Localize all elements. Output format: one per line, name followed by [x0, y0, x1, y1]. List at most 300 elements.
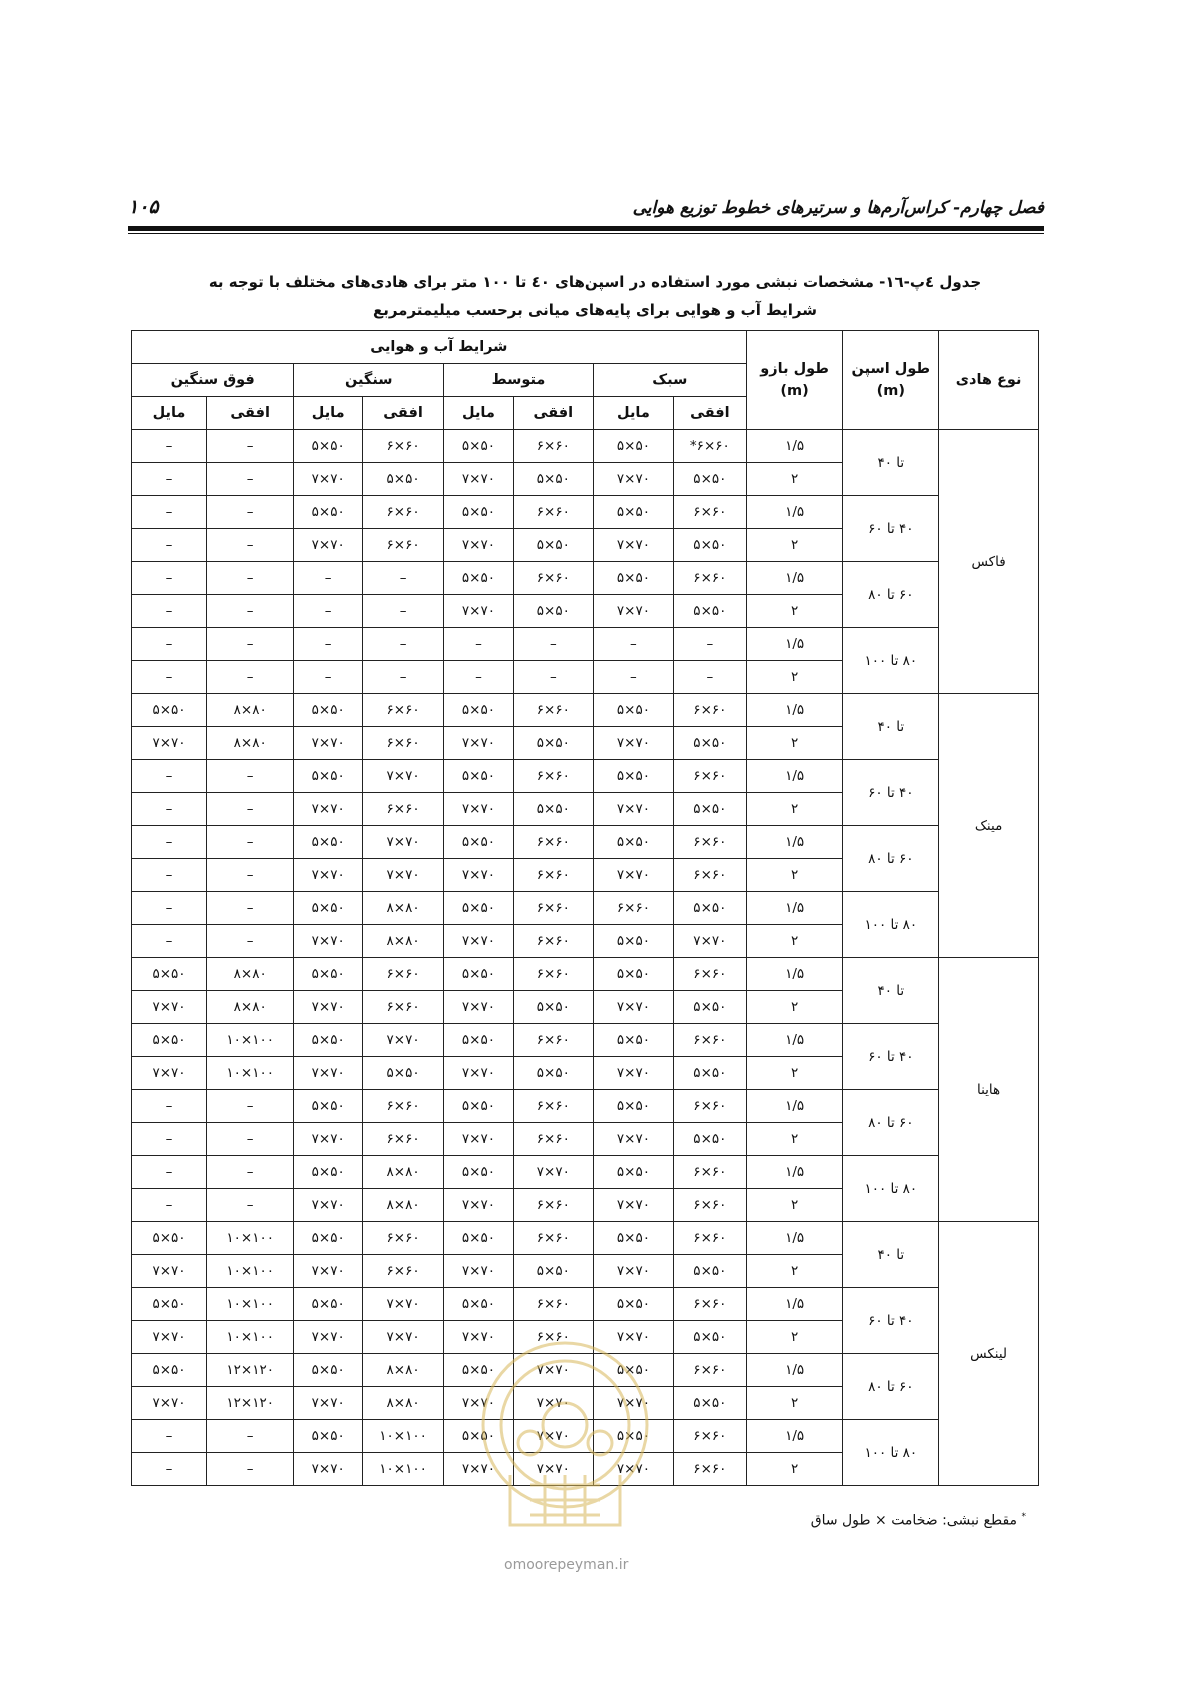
conductor-cell: فاکس [939, 430, 1039, 694]
arm-length-cell: ۱/۵ [746, 496, 843, 529]
cell-medium-inclined: ۵۰×۵ [444, 430, 514, 463]
cell-medium-inclined: ۷۰×۷ [444, 529, 514, 562]
cell-extra-heavy-horizontal: – [207, 760, 294, 793]
arm-length-cell: ۲ [746, 463, 843, 496]
cell-extra-heavy-inclined: – [132, 793, 207, 826]
footnote-text: مقطع نبشی: ضخامت × طول ساق [810, 1512, 1018, 1529]
header-light-horizontal: افقی [673, 397, 746, 430]
cell-heavy-inclined: – [294, 661, 363, 694]
cell-medium-inclined: ۵۰×۵ [444, 1090, 514, 1123]
span-cell: ۸۰ تا ۱۰۰ [843, 628, 939, 694]
span-cell: ۶۰ تا ۸۰ [843, 826, 939, 892]
table-row [132, 694, 1039, 727]
span-cell: تا ۴۰ [843, 694, 939, 760]
cell-heavy-horizontal: ۶۰×۶ [363, 496, 444, 529]
cell-heavy-horizontal: ۱۰۰×۱۰ [363, 1453, 444, 1486]
cell-heavy-horizontal: ۱۰۰×۱۰ [363, 1420, 444, 1453]
cell-extra-heavy-inclined: – [132, 826, 207, 859]
cell-heavy-horizontal: ۶۰×۶ [363, 727, 444, 760]
cell-light-inclined: ۵۰×۵ [593, 496, 673, 529]
cell-extra-heavy-inclined: – [132, 1156, 207, 1189]
header-heavy-horizontal: افقی [363, 397, 444, 430]
cell-medium-horizontal: ۶۰×۶ [513, 1288, 593, 1321]
cell-extra-heavy-horizontal: ۸۰×۸ [207, 727, 294, 760]
cell-medium-horizontal: – [513, 661, 593, 694]
cell-extra-heavy-inclined: ۷۰×۷ [132, 727, 207, 760]
cell-heavy-inclined: ۵۰×۵ [294, 958, 363, 991]
cell-heavy-inclined: ۵۰×۵ [294, 1354, 363, 1387]
cell-extra-heavy-horizontal: – [207, 661, 294, 694]
cell-heavy-horizontal: ۶۰×۶ [363, 694, 444, 727]
cell-medium-horizontal: ۵۰×۵ [513, 1255, 593, 1288]
cell-heavy-inclined: ۵۰×۵ [294, 1222, 363, 1255]
arm-length-cell: ۲ [746, 1057, 843, 1090]
cell-medium-inclined: ۷۰×۷ [444, 1255, 514, 1288]
span-cell: ۴۰ تا ۶۰ [843, 1288, 939, 1354]
cell-medium-inclined: ۵۰×۵ [444, 760, 514, 793]
cell-extra-heavy-inclined: ۷۰×۷ [132, 1255, 207, 1288]
arm-length-cell: ۱/۵ [746, 628, 843, 661]
cell-light-inclined: ۷۰×۷ [593, 1189, 673, 1222]
cell-heavy-inclined: ۷۰×۷ [294, 463, 363, 496]
header-light-inclined: مایل [593, 397, 673, 430]
cell-light-horizontal: ۶۰×۶ [673, 1453, 746, 1486]
cell-light-inclined: ۵۰×۵ [593, 826, 673, 859]
arm-length-cell: ۲ [746, 529, 843, 562]
arm-length-cell: ۱/۵ [746, 562, 843, 595]
cell-medium-inclined: ۷۰×۷ [444, 463, 514, 496]
cell-extra-heavy-horizontal: – [207, 463, 294, 496]
cell-heavy-inclined: ۷۰×۷ [294, 1453, 363, 1486]
cell-medium-horizontal: ۶۰×۶ [513, 1024, 593, 1057]
footnote [811, 1512, 1026, 1529]
cell-medium-horizontal: ۶۰×۶ [513, 694, 593, 727]
cell-light-horizontal: ۷۰×۷ [673, 925, 746, 958]
table-row [132, 1354, 1039, 1387]
cell-medium-inclined: ۷۰×۷ [444, 991, 514, 1024]
arm-length-cell: ۱/۵ [746, 694, 843, 727]
header-extra-heavy: فوق سنگین [132, 364, 294, 397]
cell-extra-heavy-horizontal: – [207, 430, 294, 463]
cell-extra-heavy-horizontal: – [207, 826, 294, 859]
cell-heavy-horizontal: ۷۰×۷ [363, 1321, 444, 1354]
cell-extra-heavy-inclined: – [132, 496, 207, 529]
header-medium-horizontal: افقی [513, 397, 593, 430]
cell-medium-inclined: ۷۰×۷ [444, 793, 514, 826]
arm-length-cell: ۱/۵ [746, 892, 843, 925]
cell-extra-heavy-horizontal: ۱۰۰×۱۰ [207, 1288, 294, 1321]
table-row [132, 628, 1039, 661]
cell-heavy-horizontal: – [363, 628, 444, 661]
cell-medium-inclined: ۵۰×۵ [444, 958, 514, 991]
cell-heavy-horizontal: ۸۰×۸ [363, 1156, 444, 1189]
cell-heavy-horizontal: ۶۰×۶ [363, 529, 444, 562]
cell-heavy-horizontal: ۸۰×۸ [363, 1354, 444, 1387]
arm-length-cell: ۱/۵ [746, 430, 843, 463]
cell-light-inclined: ۷۰×۷ [593, 793, 673, 826]
cell-heavy-horizontal: ۸۰×۸ [363, 925, 444, 958]
header-conductor-type: نوع هادی [939, 331, 1039, 430]
cell-light-inclined: ۷۰×۷ [593, 1387, 673, 1420]
cell-heavy-horizontal: ۶۰×۶ [363, 991, 444, 1024]
cell-light-inclined: ۵۰×۵ [593, 430, 673, 463]
cell-extra-heavy-horizontal: – [207, 892, 294, 925]
arm-length-cell: ۲ [746, 661, 843, 694]
cell-medium-inclined: ۷۰×۷ [444, 1057, 514, 1090]
cell-extra-heavy-inclined: ۵۰×۵ [132, 1354, 207, 1387]
table-row [132, 1024, 1039, 1057]
cell-heavy-inclined: ۷۰×۷ [294, 1255, 363, 1288]
cell-extra-heavy-inclined: ۷۰×۷ [132, 1321, 207, 1354]
cell-light-inclined: ۵۰×۵ [593, 1222, 673, 1255]
cell-heavy-inclined: ۵۰×۵ [294, 430, 363, 463]
cell-extra-heavy-horizontal: ۸۰×۸ [207, 694, 294, 727]
arm-length-cell: ۱/۵ [746, 958, 843, 991]
cell-extra-heavy-horizontal: – [207, 562, 294, 595]
cell-extra-heavy-horizontal: ۱۲۰×۱۲ [207, 1387, 294, 1420]
cell-extra-heavy-inclined: ۵۰×۵ [132, 1024, 207, 1057]
span-cell: ۸۰ تا ۱۰۰ [843, 1420, 939, 1486]
cell-light-horizontal: ۶۰×۶ [673, 562, 746, 595]
cell-heavy-inclined: ۷۰×۷ [294, 727, 363, 760]
cell-light-horizontal: ۵۰×۵ [673, 1057, 746, 1090]
cell-medium-inclined: ۵۰×۵ [444, 1420, 514, 1453]
cell-medium-horizontal: ۵۰×۵ [513, 991, 593, 1024]
cell-medium-horizontal: ۵۰×۵ [513, 529, 593, 562]
span-cell: ۶۰ تا ۸۰ [843, 1090, 939, 1156]
cell-heavy-inclined: ۵۰×۵ [294, 1420, 363, 1453]
header-rule-thin [128, 233, 1044, 234]
cell-light-horizontal: – [673, 628, 746, 661]
cell-medium-inclined: ۵۰×۵ [444, 1156, 514, 1189]
cell-extra-heavy-horizontal: – [207, 1123, 294, 1156]
table-row [132, 760, 1039, 793]
cell-light-horizontal: ۵۰×۵ [673, 793, 746, 826]
cell-extra-heavy-inclined: – [132, 859, 207, 892]
cell-medium-horizontal: ۷۰×۷ [513, 1156, 593, 1189]
cell-heavy-inclined: ۵۰×۵ [294, 826, 363, 859]
cell-light-horizontal: ۶۰×۶ [673, 1189, 746, 1222]
cell-extra-heavy-horizontal: ۸۰×۸ [207, 958, 294, 991]
cell-medium-horizontal: ۷۰×۷ [513, 1453, 593, 1486]
cell-heavy-horizontal: – [363, 595, 444, 628]
cell-light-inclined: ۷۰×۷ [593, 463, 673, 496]
cell-medium-inclined: ۵۰×۵ [444, 892, 514, 925]
cell-medium-inclined: ۵۰×۵ [444, 562, 514, 595]
cell-medium-inclined: – [444, 628, 514, 661]
cell-extra-heavy-inclined: – [132, 562, 207, 595]
cell-extra-heavy-inclined: – [132, 430, 207, 463]
cell-light-inclined: ۷۰×۷ [593, 1453, 673, 1486]
header-span-label: طول اسپن [851, 361, 931, 377]
header-weather: شرایط آب و هوایی [132, 331, 747, 364]
cell-medium-inclined: ۷۰×۷ [444, 859, 514, 892]
cell-heavy-inclined: – [294, 628, 363, 661]
cell-heavy-inclined: ۵۰×۵ [294, 1024, 363, 1057]
table-row [132, 892, 1039, 925]
cell-heavy-horizontal: ۷۰×۷ [363, 1288, 444, 1321]
table-caption [150, 268, 1040, 324]
span-cell: تا ۴۰ [843, 430, 939, 496]
cell-heavy-horizontal: ۸۰×۸ [363, 1189, 444, 1222]
cell-light-horizontal: ۶۰×۶ [673, 1420, 746, 1453]
cell-heavy-horizontal: ۶۰×۶ [363, 1090, 444, 1123]
header-extra-heavy-inclined: مایل [132, 397, 207, 430]
table-row [132, 1090, 1039, 1123]
cell-extra-heavy-horizontal: – [207, 1453, 294, 1486]
cell-light-horizontal: ۵۰×۵ [673, 991, 746, 1024]
cell-light-inclined: ۷۰×۷ [593, 595, 673, 628]
arm-length-cell: ۲ [746, 991, 843, 1024]
cell-light-horizontal: ۶۰×۶ [673, 1090, 746, 1123]
cell-extra-heavy-horizontal: ۱۲۰×۱۲ [207, 1354, 294, 1387]
cell-heavy-inclined: ۷۰×۷ [294, 1321, 363, 1354]
cell-extra-heavy-inclined: – [132, 892, 207, 925]
cell-medium-inclined: ۷۰×۷ [444, 1387, 514, 1420]
cell-light-inclined: ۷۰×۷ [593, 1255, 673, 1288]
arm-length-cell: ۲ [746, 793, 843, 826]
arm-length-cell: ۱/۵ [746, 826, 843, 859]
cell-medium-horizontal: ۶۰×۶ [513, 562, 593, 595]
cell-light-inclined: ۶۰×۶ [593, 892, 673, 925]
arm-length-cell: ۱/۵ [746, 1420, 843, 1453]
table-row [132, 826, 1039, 859]
cell-light-inclined: ۷۰×۷ [593, 991, 673, 1024]
cell-extra-heavy-horizontal: – [207, 628, 294, 661]
cell-medium-inclined: ۷۰×۷ [444, 925, 514, 958]
cell-extra-heavy-inclined: – [132, 1453, 207, 1486]
cell-extra-heavy-inclined: ۵۰×۵ [132, 958, 207, 991]
page-header [128, 196, 1044, 230]
cell-light-horizontal: ۶۰×۶ [673, 826, 746, 859]
cell-medium-inclined: ۷۰×۷ [444, 1123, 514, 1156]
arm-length-cell: ۲ [746, 1321, 843, 1354]
arm-length-cell: ۲ [746, 727, 843, 760]
cell-medium-horizontal: ۶۰×۶ [513, 925, 593, 958]
cell-medium-inclined: ۵۰×۵ [444, 826, 514, 859]
cell-heavy-horizontal: ۶۰×۶ [363, 793, 444, 826]
header-span-unit: (m) [876, 383, 905, 399]
cell-heavy-horizontal: ۸۰×۸ [363, 892, 444, 925]
cell-light-horizontal: ۶۰×۶ [673, 1222, 746, 1255]
cell-light-inclined: ۵۰×۵ [593, 694, 673, 727]
cell-extra-heavy-inclined: – [132, 628, 207, 661]
cell-light-horizontal: ۵۰×۵ [673, 463, 746, 496]
table-row [132, 1288, 1039, 1321]
cell-medium-inclined: ۷۰×۷ [444, 1453, 514, 1486]
table-body [132, 430, 1039, 1486]
cell-light-horizontal: ۵۰×۵ [673, 892, 746, 925]
conductor-cell: لینکس [939, 1222, 1039, 1486]
cell-heavy-inclined: ۷۰×۷ [294, 793, 363, 826]
cell-medium-horizontal: ۷۰×۷ [513, 1354, 593, 1387]
cell-medium-horizontal: – [513, 628, 593, 661]
cell-extra-heavy-inclined: ۷۰×۷ [132, 1057, 207, 1090]
cell-light-inclined: ۷۰×۷ [593, 1321, 673, 1354]
header-medium-inclined: مایل [444, 397, 514, 430]
cell-medium-horizontal: ۶۰×۶ [513, 859, 593, 892]
arm-length-cell: ۲ [746, 1453, 843, 1486]
cell-extra-heavy-inclined: – [132, 760, 207, 793]
cell-heavy-horizontal: ۵۰×۵ [363, 1057, 444, 1090]
table-row [132, 430, 1039, 463]
cell-heavy-inclined: – [294, 562, 363, 595]
cell-light-horizontal: ۶۰×۶ [673, 1156, 746, 1189]
cell-extra-heavy-horizontal: – [207, 496, 294, 529]
cell-extra-heavy-inclined: – [132, 1090, 207, 1123]
cell-light-inclined: ۵۰×۵ [593, 1354, 673, 1387]
table-row [132, 958, 1039, 991]
cell-extra-heavy-horizontal: ۸۰×۸ [207, 991, 294, 1024]
cell-medium-horizontal: ۷۰×۷ [513, 1420, 593, 1453]
arm-length-cell: ۲ [746, 859, 843, 892]
cell-extra-heavy-horizontal: ۱۰۰×۱۰ [207, 1222, 294, 1255]
cell-medium-horizontal: ۶۰×۶ [513, 430, 593, 463]
cell-light-inclined: ۵۰×۵ [593, 562, 673, 595]
cell-medium-horizontal: ۶۰×۶ [513, 892, 593, 925]
cell-medium-horizontal: ۵۰×۵ [513, 1057, 593, 1090]
cell-light-inclined: ۵۰×۵ [593, 1156, 673, 1189]
cell-medium-horizontal: ۶۰×۶ [513, 1222, 593, 1255]
cell-medium-inclined: ۷۰×۷ [444, 595, 514, 628]
cell-medium-inclined: ۵۰×۵ [444, 496, 514, 529]
cell-light-inclined: ۵۰×۵ [593, 1024, 673, 1057]
cell-light-inclined: ۷۰×۷ [593, 1123, 673, 1156]
cell-heavy-horizontal: – [363, 562, 444, 595]
cell-light-inclined: ۵۰×۵ [593, 1090, 673, 1123]
cell-heavy-horizontal: – [363, 661, 444, 694]
span-cell: ۴۰ تا ۶۰ [843, 760, 939, 826]
cell-extra-heavy-horizontal: – [207, 1189, 294, 1222]
cell-extra-heavy-inclined: ۵۰×۵ [132, 694, 207, 727]
cell-light-inclined: – [593, 628, 673, 661]
cell-extra-heavy-horizontal: ۱۰۰×۱۰ [207, 1024, 294, 1057]
cell-light-horizontal: ۶۰×۶ [673, 496, 746, 529]
cell-extra-heavy-inclined: ۷۰×۷ [132, 1387, 207, 1420]
cell-heavy-inclined: ۷۰×۷ [294, 991, 363, 1024]
angle-spec-table [131, 330, 1039, 1486]
cell-heavy-horizontal: ۶۰×۶ [363, 430, 444, 463]
header-heavy: سنگین [294, 364, 444, 397]
cell-extra-heavy-inclined: – [132, 595, 207, 628]
cell-heavy-inclined: ۷۰×۷ [294, 1189, 363, 1222]
cell-heavy-inclined: ۷۰×۷ [294, 1057, 363, 1090]
cell-light-horizontal: ۶۰×۶ [673, 958, 746, 991]
span-cell: ۸۰ تا ۱۰۰ [843, 1156, 939, 1222]
cell-light-horizontal: – [673, 661, 746, 694]
cell-heavy-horizontal: ۷۰×۷ [363, 760, 444, 793]
cell-extra-heavy-horizontal: – [207, 1420, 294, 1453]
table-row [132, 562, 1039, 595]
cell-heavy-horizontal: ۶۰×۶ [363, 1255, 444, 1288]
page-number: ۱۰۵ [128, 196, 159, 218]
cell-light-inclined: ۷۰×۷ [593, 727, 673, 760]
cell-light-inclined: – [593, 661, 673, 694]
arm-length-cell: ۲ [746, 1387, 843, 1420]
arm-length-cell: ۲ [746, 595, 843, 628]
span-cell: تا ۴۰ [843, 1222, 939, 1288]
cell-heavy-horizontal: ۸۰×۸ [363, 1387, 444, 1420]
cell-heavy-inclined: ۵۰×۵ [294, 1288, 363, 1321]
cell-medium-inclined: ۷۰×۷ [444, 1189, 514, 1222]
cell-medium-inclined: – [444, 661, 514, 694]
cell-light-inclined: ۷۰×۷ [593, 529, 673, 562]
cell-extra-heavy-inclined: – [132, 1420, 207, 1453]
header-medium: متوسط [444, 364, 594, 397]
cell-heavy-inclined: ۵۰×۵ [294, 694, 363, 727]
cell-extra-heavy-inclined: – [132, 1123, 207, 1156]
cell-extra-heavy-inclined: – [132, 925, 207, 958]
header-arm-label: طول بازو [760, 361, 829, 377]
cell-light-inclined: ۵۰×۵ [593, 760, 673, 793]
conductor-cell: مینک [939, 694, 1039, 958]
cell-medium-inclined: ۷۰×۷ [444, 1321, 514, 1354]
cell-medium-horizontal: ۵۰×۵ [513, 463, 593, 496]
cell-medium-horizontal: ۶۰×۶ [513, 1123, 593, 1156]
cell-heavy-inclined: ۵۰×۵ [294, 1156, 363, 1189]
table-row [132, 1222, 1039, 1255]
span-cell: تا ۴۰ [843, 958, 939, 1024]
cell-heavy-horizontal: ۵۰×۵ [363, 463, 444, 496]
cell-light-horizontal: ۵۰×۵ [673, 529, 746, 562]
header-heavy-inclined: مایل [294, 397, 363, 430]
cell-medium-horizontal: ۶۰×۶ [513, 826, 593, 859]
cell-heavy-inclined: – [294, 595, 363, 628]
table-row [132, 496, 1039, 529]
cell-medium-horizontal: ۶۰×۶ [513, 760, 593, 793]
cell-medium-inclined: ۵۰×۵ [444, 1222, 514, 1255]
cell-light-inclined: ۵۰×۵ [593, 1288, 673, 1321]
cell-medium-inclined: ۵۰×۵ [444, 1288, 514, 1321]
span-cell: ۴۰ تا ۶۰ [843, 496, 939, 562]
conductor-cell: هاینا [939, 958, 1039, 1222]
cell-heavy-horizontal: ۷۰×۷ [363, 826, 444, 859]
span-cell: ۶۰ تا ۸۰ [843, 562, 939, 628]
cell-extra-heavy-inclined: ۵۰×۵ [132, 1222, 207, 1255]
cell-heavy-inclined: ۵۰×۵ [294, 892, 363, 925]
cell-medium-inclined: ۵۰×۵ [444, 1354, 514, 1387]
cell-extra-heavy-inclined: ۷۰×۷ [132, 991, 207, 1024]
table-row [132, 1420, 1039, 1453]
span-cell: ۶۰ تا ۸۰ [843, 1354, 939, 1420]
cell-extra-heavy-inclined: – [132, 1189, 207, 1222]
cell-heavy-inclined: ۷۰×۷ [294, 859, 363, 892]
cell-extra-heavy-horizontal: ۱۰۰×۱۰ [207, 1321, 294, 1354]
cell-extra-heavy-horizontal: – [207, 859, 294, 892]
cell-medium-horizontal: ۵۰×۵ [513, 793, 593, 826]
watermark-site: omoorepeyman.ir [504, 1557, 629, 1573]
chapter-title: فصل چهارم- کراس‌آرم‌ها و سرتیرهای خطوط توزیع هوایی [632, 198, 1044, 218]
cell-light-horizontal: ۶۰×۶ [673, 1354, 746, 1387]
cell-heavy-inclined: ۵۰×۵ [294, 760, 363, 793]
cell-medium-horizontal: ۷۰×۷ [513, 1387, 593, 1420]
cell-medium-inclined: ۵۰×۵ [444, 694, 514, 727]
arm-length-cell: ۲ [746, 1255, 843, 1288]
arm-length-cell: ۱/۵ [746, 760, 843, 793]
cell-heavy-horizontal: ۷۰×۷ [363, 859, 444, 892]
cell-medium-horizontal: ۶۰×۶ [513, 958, 593, 991]
cell-extra-heavy-horizontal: ۱۰۰×۱۰ [207, 1057, 294, 1090]
cell-heavy-horizontal: ۶۰×۶ [363, 958, 444, 991]
header-extra-heavy-horizontal: افقی [207, 397, 294, 430]
cell-light-horizontal: ۶۰×۶* [673, 430, 746, 463]
cell-medium-horizontal: ۶۰×۶ [513, 496, 593, 529]
arm-length-cell: ۱/۵ [746, 1024, 843, 1057]
cell-heavy-inclined: ۷۰×۷ [294, 1387, 363, 1420]
cell-medium-horizontal: ۶۰×۶ [513, 1321, 593, 1354]
cell-medium-inclined: ۵۰×۵ [444, 1024, 514, 1057]
arm-length-cell: ۱/۵ [746, 1156, 843, 1189]
